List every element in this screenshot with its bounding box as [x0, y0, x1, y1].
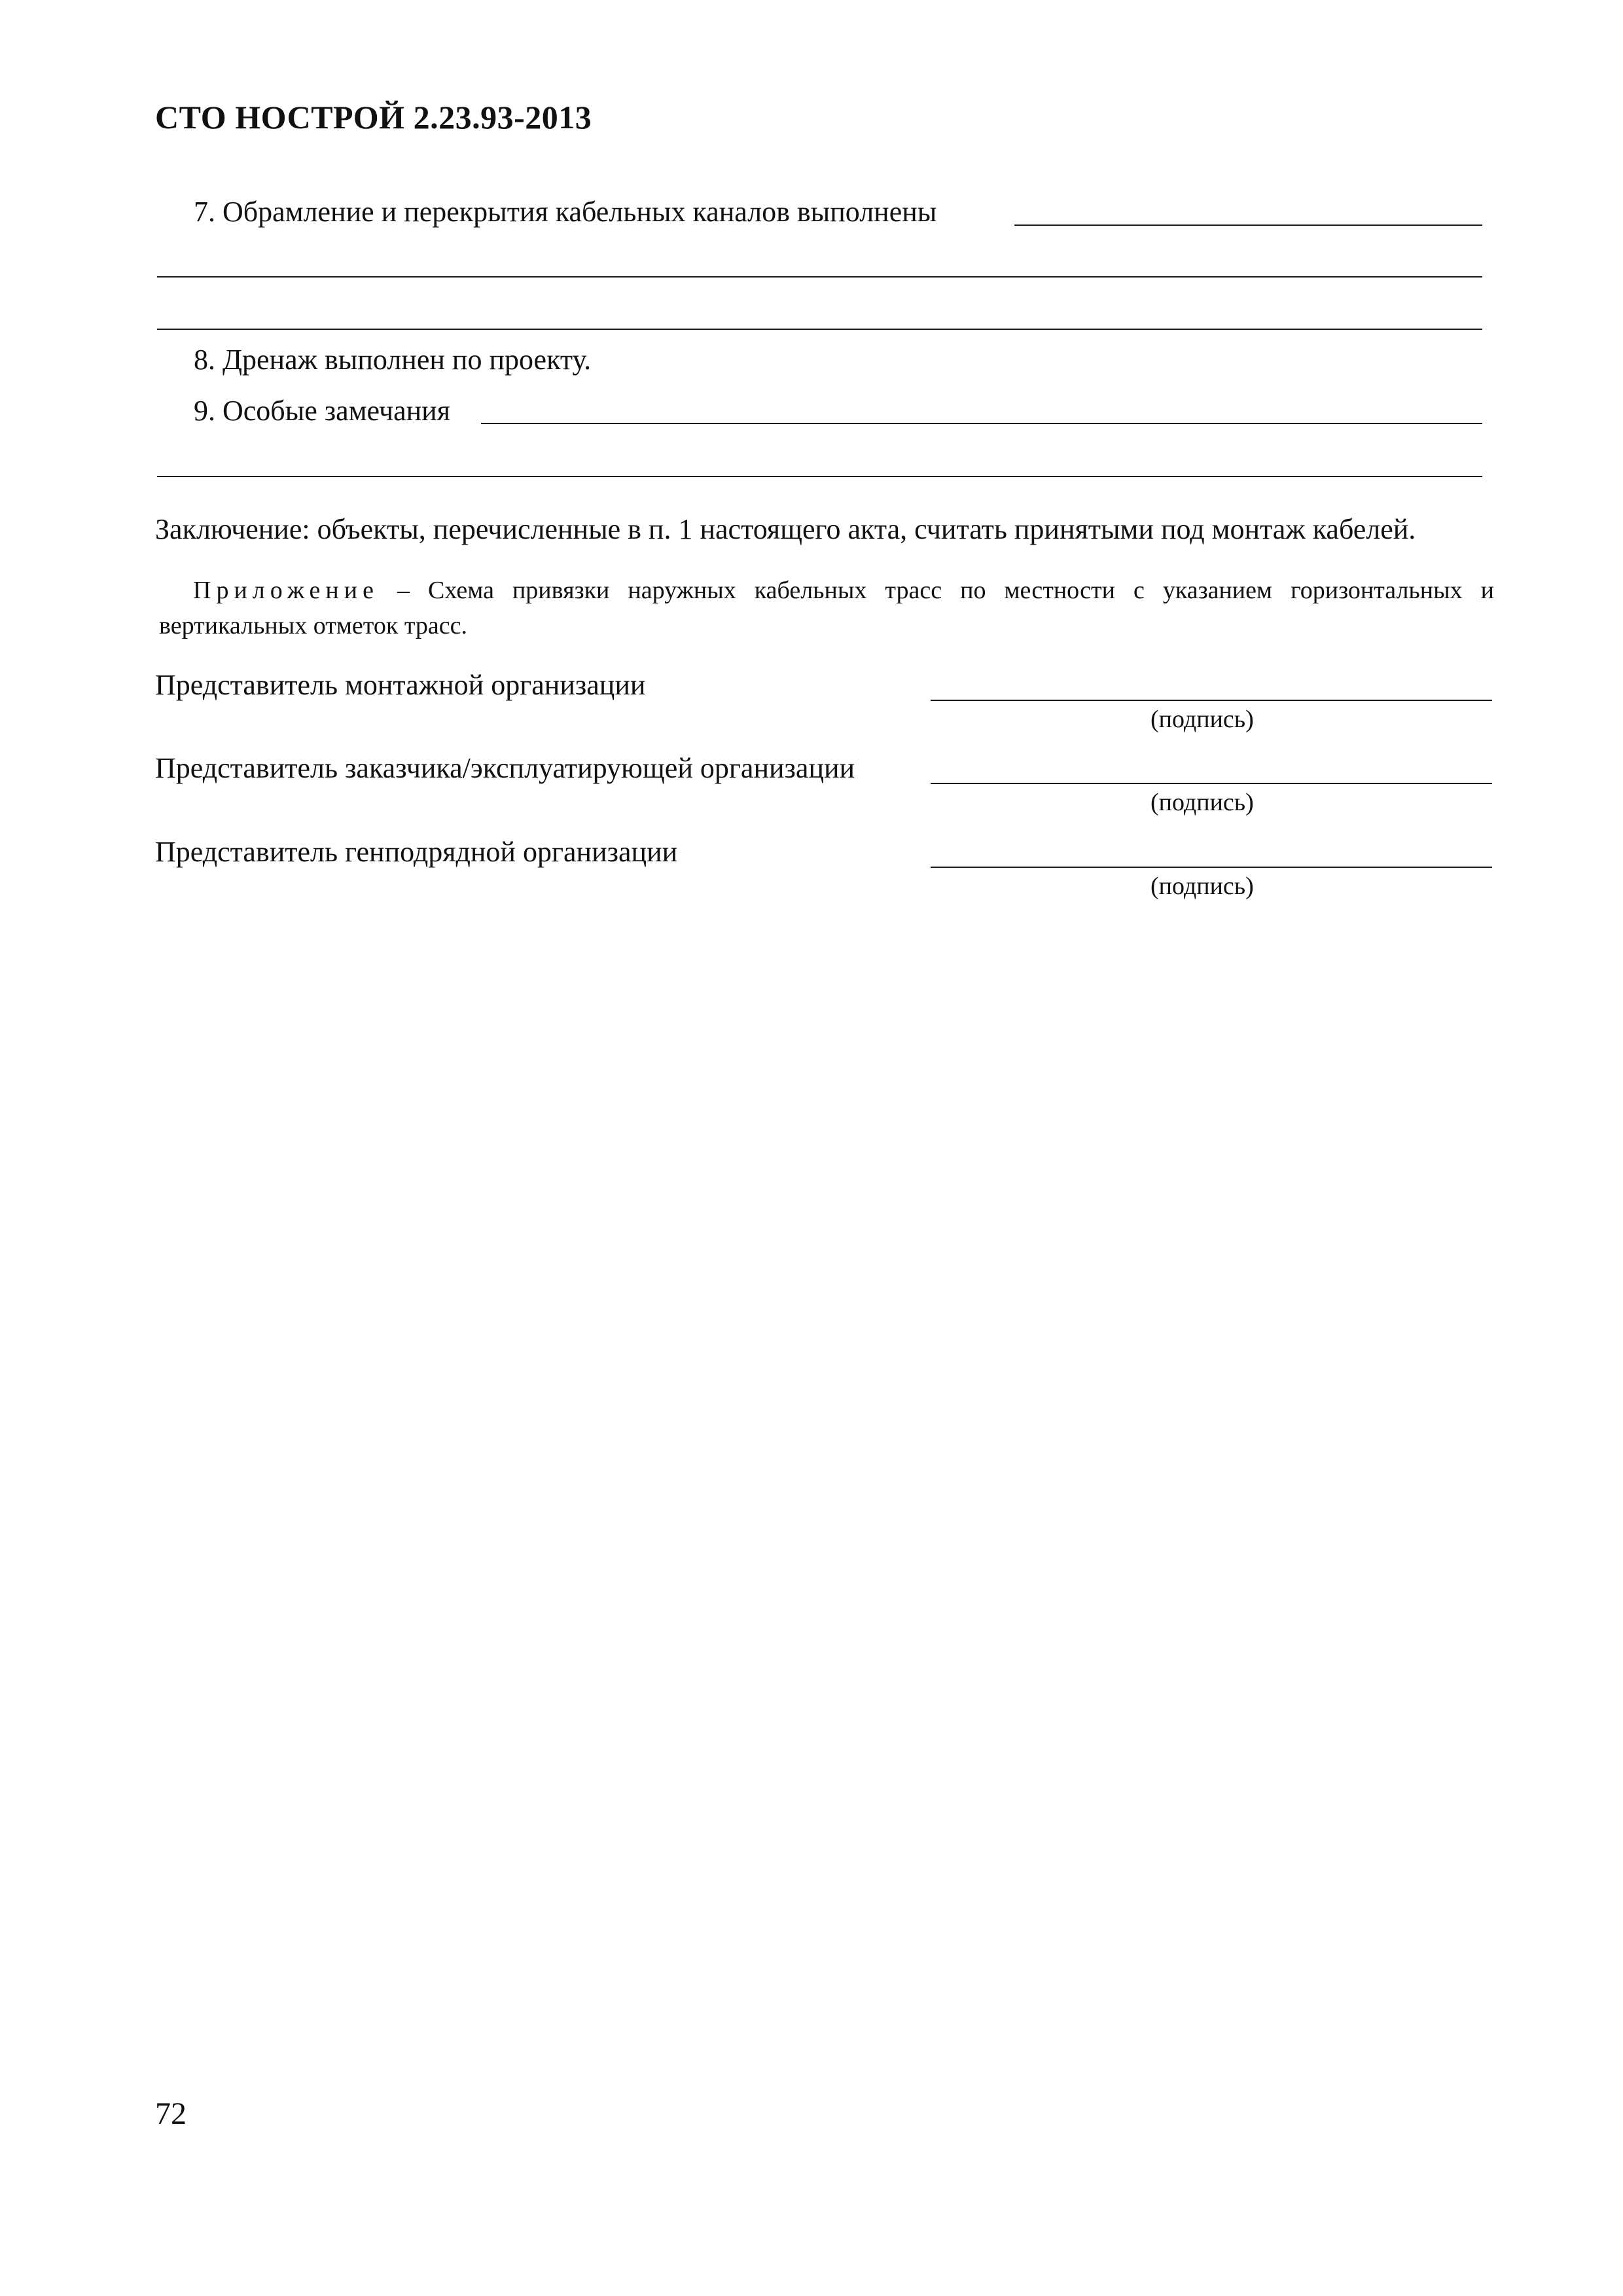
- item-7-continuation-line-2: [157, 329, 1482, 330]
- item-9-text: 9. Особые замечания: [194, 395, 450, 427]
- signature-label-installation-org: Представитель монтажной организации: [155, 669, 646, 701]
- item-9-fill-line: [481, 423, 1482, 424]
- item-7-continuation-line-1: [157, 276, 1482, 278]
- document-header-title: СТО НОСТРОЙ 2.23.93-2013: [155, 99, 592, 135]
- page-number: 72: [155, 2096, 187, 2131]
- signature-line-installation-org: [931, 700, 1492, 701]
- signature-line-customer-org: [931, 783, 1492, 784]
- signature-label-customer-org: Представитель заказчика/эксплуатирующей организации: [155, 752, 855, 784]
- conclusion-text: Заключение: объекты, перечисленные в п. 1 настоящего акта, считать принятыми под монтаж кабелей.: [155, 513, 1416, 545]
- item-9-continuation-line: [157, 476, 1482, 477]
- signature-caption-installation-org: (подпись): [1150, 706, 1254, 733]
- item-8-text: 8. Дренаж выполнен по проекту.: [194, 344, 592, 376]
- signature-caption-customer-org: (подпись): [1150, 789, 1254, 816]
- item-7-fill-line: [1014, 224, 1482, 226]
- signature-line-general-contractor: [931, 867, 1492, 868]
- appendix-note-text: – Схема привязки наружных кабельных трасс по местности с указанием горизонтальных и вертикальных отметок трасс.: [159, 577, 1494, 639]
- item-7-text: 7. Обрамление и перекрытия кабельных каналов выполнены: [194, 196, 937, 228]
- appendix-note-label: Приложение: [193, 577, 379, 604]
- appendix-note: [159, 573, 1494, 643]
- signature-label-general-contractor: Представитель генподрядной организации: [155, 836, 678, 868]
- signature-caption-general-contractor: (подпись): [1150, 872, 1254, 900]
